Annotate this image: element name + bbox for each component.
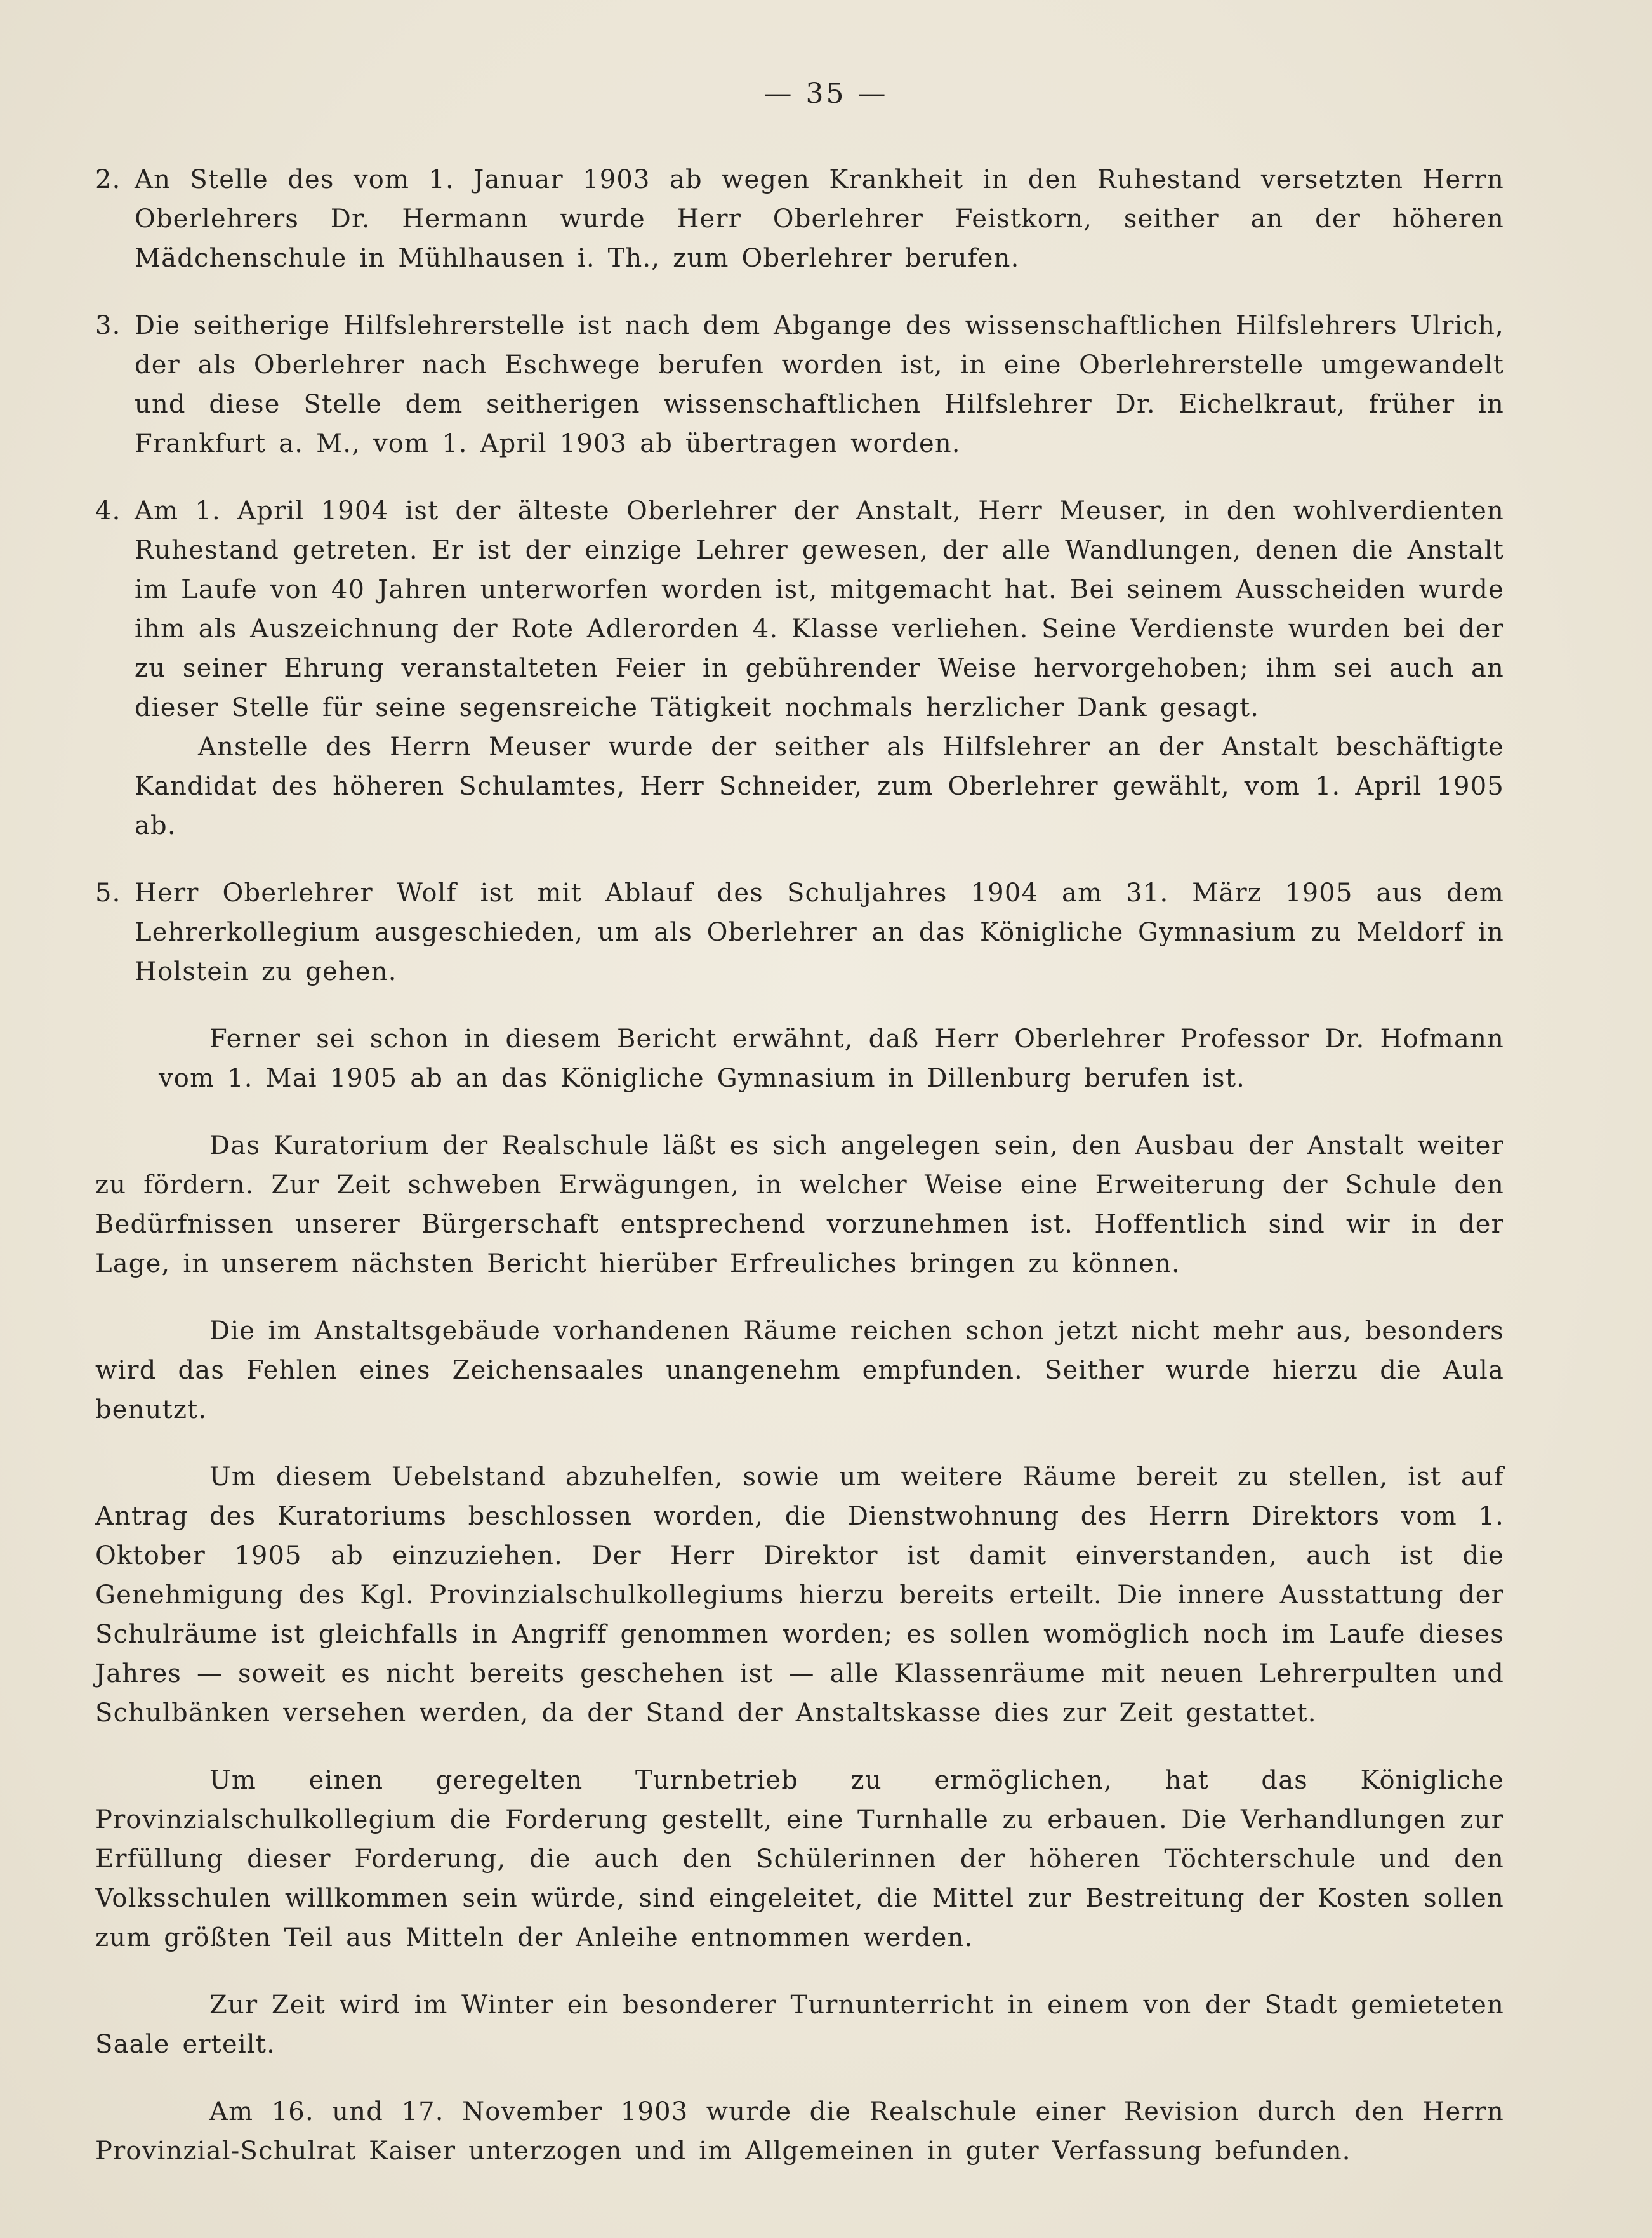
list-item-5: [95, 873, 1504, 991]
body-paragraph: Um diesem Uebelstand abzuhelfen, sowie um weitere Räume bereit zu stellen, ist auf Antrag des Kuratoriums beschlossen worden, die Dienstwohnung des Herrn Direktors vom 1. Oktober 1905 ab einzuziehen. Der Herr Direktor ist damit einverstanden, auch ist die Genehmigung des Kgl. Provinzialschulkollegiums hierzu bereits erteilt. Die innere Ausstattung der Schulräume ist gleichfalls in Angriff genommen worden; es sollen womöglich noch im Laufe dieses Jahres — soweit es nicht bereits geschehen ist — alle Klassenräume mit neuen Lehrerpulten und Schulbänken versehen werden, da der Stand der Anstaltskasse dies zur Zeit gestattet.: [95, 1462, 1504, 1728]
body-paragraph: Um einen geregelten Turnbetrieb zu ermöglichen, hat das Königliche Provinzialschulkollegium die Forderung gestellt, eine Turnhalle zu erbauen. Die Verhandlungen zur Erfüllung dieser Forderung, die auch den Schülerinnen der höheren Töchterschule und den Volksschulen willkommen sein würde, sind eingeleitet, die Mittel zur Bestreitung der Kosten sollen zum größten Teil aus Mitteln der Anleihe entnommen werden.: [95, 1766, 1504, 1952]
item-number: 2.: [95, 165, 121, 194]
page-number: — 35 —: [763, 77, 889, 110]
item-text: [135, 873, 1504, 991]
item-paragraph: An Stelle des vom 1. Januar 1903 ab wegen Krankheit in den Ruhestand versetzten Herrn Oberlehrers Dr. Hermann wurde Herr Oberlehrer Feistkorn, seither an der höheren Mädchenschule in Mühlhausen i. Th., zum Oberlehrer berufen.: [135, 165, 1504, 273]
list-item-2: [95, 160, 1504, 278]
item-number: 3.: [95, 311, 121, 340]
item-text: [135, 160, 1504, 278]
body-paragraph: Die im Anstaltsgebäude vorhandenen Räume reichen schon jetzt nicht mehr aus, besonders wird das Fehlen eines Zeichensaales unangenehm empfunden. Seither wurde hierzu die Aula benutzt.: [95, 1316, 1504, 1424]
item-paragraph: Die seitherige Hilfslehrerstelle ist nach dem Abgange des wissenschaftlichen Hilfslehrers Ulrich, der als Oberlehrer nach Eschwege berufen worden ist, in eine Oberlehrerstelle umgewandelt und diese Stelle dem seitherigen wissenschaftlichen Hilfslehrer Dr. Eichelkraut, früher in Frankfurt a. M., vom 1. April 1903 ab übertragen worden.: [135, 311, 1504, 458]
item-paragraph: Herr Oberlehrer Wolf ist mit Ablauf des Schuljahres 1904 am 31. März 1905 aus dem Lehrerkollegium ausgeschieden, um als Oberlehrer an das Königliche Gymnasium zu Meldorf in Holstein zu gehen.: [135, 878, 1504, 986]
body-paragraph: Das Kuratorium der Realschule läßt es sich angelegen sein, den Ausbau der Anstalt weiter zu fördern. Zur Zeit schweben Erwägungen, in welcher Weise eine Erweiterung der Schule den Bedürfnissen unserer Bürgerschaft entsprechend vorzunehmen ist. Hoffentlich sind wir in der Lage, in unserem nächsten Bericht hierüber Erfreuliches bringen zu können.: [95, 1131, 1504, 1278]
body-paragraph: Am 16. und 17. November 1903 wurde die Realschule einer Revision durch den Herrn Provinzial-Schulrat Kaiser unterzogen und im Allgemeinen in guter Verfassung befunden.: [95, 2097, 1504, 2166]
item-number: 5.: [95, 878, 121, 908]
item-paragraph-continued: Anstelle des Herrn Meuser wurde der seither als Hilfslehrer an der Anstalt beschäftigte Kandidat des höheren Schulamtes, Herr Schneider, zum Oberlehrer gewählt, vom 1. April 1905 ab.: [135, 732, 1504, 840]
list-item-4: [95, 491, 1504, 845]
body-paragraph: Zur Zeit wird im Winter ein besonderer Turnunterricht in einem von der Stadt gemieteten Saale erteilt.: [95, 1990, 1504, 2059]
item-text: [135, 306, 1504, 463]
item-paragraph: Am 1. April 1904 ist der älteste Oberlehrer der Anstalt, Herr Meuser, in den wohlverdienten Ruhestand getreten. Er ist der einzige Lehrer gewesen, der alle Wandlungen, denen die Anstalt im Laufe von 40 Jahren unterworfen worden ist, mitgemacht hat. Bei seinem Ausscheiden wurde ihm als Auszeichnung der Rote Adlerorden 4. Klasse verliehen. Seine Verdienste wurden bei der zu seiner Ehrung veranstalteten Feier in gebührender Weise hervorgehoben; ihm sei auch an dieser Stelle für seine segensreiche Tätigkeit nochmals herzlicher Dank gesagt.: [135, 496, 1504, 722]
list-item-3: [95, 306, 1504, 463]
body-paragraph: Ferner sei schon in diesem Bericht erwähnt, daß Herr Oberlehrer Professor Dr. Hofmann vom 1. Mai 1905 ab an das Königliche Gymnasium in Dillenburg berufen ist.: [159, 1024, 1504, 1093]
item-text: [135, 491, 1504, 845]
page-body: [95, 160, 1504, 2171]
item-number: 4.: [95, 496, 121, 526]
